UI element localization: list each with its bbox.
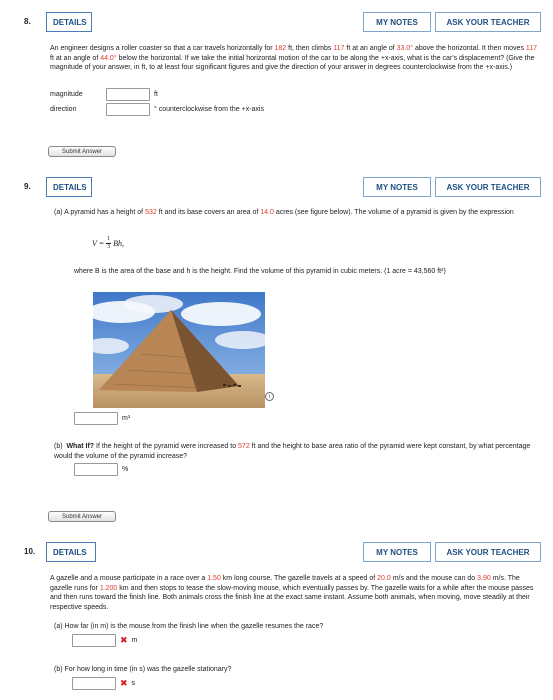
- value-182: 182: [274, 45, 287, 52]
- q10a-answer-row: [72, 634, 137, 647]
- volume-input[interactable]: [74, 412, 118, 425]
- magnitude-input[interactable]: [106, 88, 150, 101]
- submit-answer-button-q8[interactable]: Submit Answer: [48, 146, 116, 157]
- q9a-answer-row: [74, 412, 130, 425]
- question-9a-text: (a) A pyramid has a height of 532 ft and its base covers an area of 14.0 acres (see figure below). The volume of a pyramid is given by the expression: [54, 209, 514, 216]
- question-10-text: A gazelle and a mouse participate in a race over a 1.50 km long course. The gazelle travels at a speed of 20.0 m/s and the mouse can do 3.90 m/s. The gazelle runs for 1.200 km and then stops to tease the slow-moving mouse, which eventually passes by. The gazelle waits for a while after the mouse passes and then runs toward the finish line. Both animals cross the finish line at the exact same instant. Assume both animals, when moving, move steadily at their respective speeds.: [50, 575, 534, 611]
- details-button-q9[interactable]: DETAILS: [46, 177, 92, 197]
- question-9b-text: (b) What If? If the height of the pyramid were increased to 572 ft and the height to base area ratio of the pyramid were kept constant, by what percentage would the volume of the pyramid increase?: [54, 443, 531, 460]
- distance-input[interactable]: [72, 634, 116, 647]
- question-9a-where-text: where B is the area of the base and h is the height. Find the volume of this pyramid in cubic meters. (1 acre = 43,560 ft²): [74, 268, 446, 275]
- percentage-unit: %: [122, 466, 129, 473]
- pyramid-photo: [93, 292, 265, 408]
- info-icon[interactable]: i: [265, 392, 274, 401]
- ask-teacher-button-q9[interactable]: ASK YOUR TEACHER: [435, 177, 541, 197]
- details-button-q10[interactable]: DETAILS: [46, 542, 96, 562]
- time-input[interactable]: [72, 677, 116, 690]
- fraction-one-third: $\frac{1}{3}$: [107, 236, 111, 250]
- question-number-9: 9.: [24, 182, 31, 191]
- direction-unit: ° counterclockwise from the +x-axis: [154, 106, 264, 113]
- details-button-q8[interactable]: DETAILS: [46, 12, 92, 32]
- magnitude-row: [50, 88, 158, 101]
- submit-answer-button-q9[interactable]: Submit Answer: [48, 511, 116, 522]
- percentage-input[interactable]: [74, 463, 118, 476]
- my-notes-button-q9[interactable]: MY NOTES: [363, 177, 431, 197]
- time-unit: s: [131, 680, 136, 687]
- volume-formula: V = $\frac{1}{3}$ Bh,: [92, 236, 125, 250]
- q9b-answer-row: [74, 463, 128, 476]
- incorrect-x-icon: ✖: [120, 678, 128, 688]
- question-number-8: 8.: [24, 17, 31, 26]
- magnitude-unit: ft: [154, 91, 158, 98]
- q10b-answer-row: [72, 677, 135, 690]
- question-9-header: [46, 177, 541, 197]
- direction-row: [50, 103, 264, 116]
- question-10a-text: (a) How far (in m) is the mouse from the finish line when the gazelle resumes the race?: [54, 623, 324, 630]
- question-10-header: [46, 542, 541, 562]
- direction-label: direction: [50, 106, 77, 113]
- question-number-10: 10.: [24, 547, 36, 556]
- my-notes-button-q8[interactable]: MY NOTES: [363, 12, 431, 32]
- question-8-text: An engineer designs a roller coaster so that a car travels horizontally for 182 ft, then climbs 117 ft at an angle of 33.0° above the horizontal. It then moves 117 ft at an angle of 44.0° below the horizontal. If we take the initial horizontal motion of the car to be along the +x-axis, what is the car's displacement? (Give the magnitude of your answer, in ft, to at least four significant figures and give the direction of your answer in degrees counterclockwise from the +x-axis.): [50, 45, 538, 71]
- direction-input[interactable]: [106, 103, 150, 116]
- volume-unit: m³: [122, 415, 131, 422]
- distance-unit: m: [131, 637, 138, 644]
- magnitude-label: magnitude: [50, 91, 83, 98]
- question-8-header: [46, 12, 541, 32]
- ask-teacher-button-q8[interactable]: ASK YOUR TEACHER: [435, 12, 541, 32]
- ask-teacher-button-q10[interactable]: ASK YOUR TEACHER: [435, 542, 541, 562]
- question-10b-text: (b) For how long in time (in s) was the gazelle stationary?: [54, 666, 232, 673]
- incorrect-x-icon: ✖: [120, 635, 128, 645]
- my-notes-button-q10[interactable]: MY NOTES: [363, 542, 431, 562]
